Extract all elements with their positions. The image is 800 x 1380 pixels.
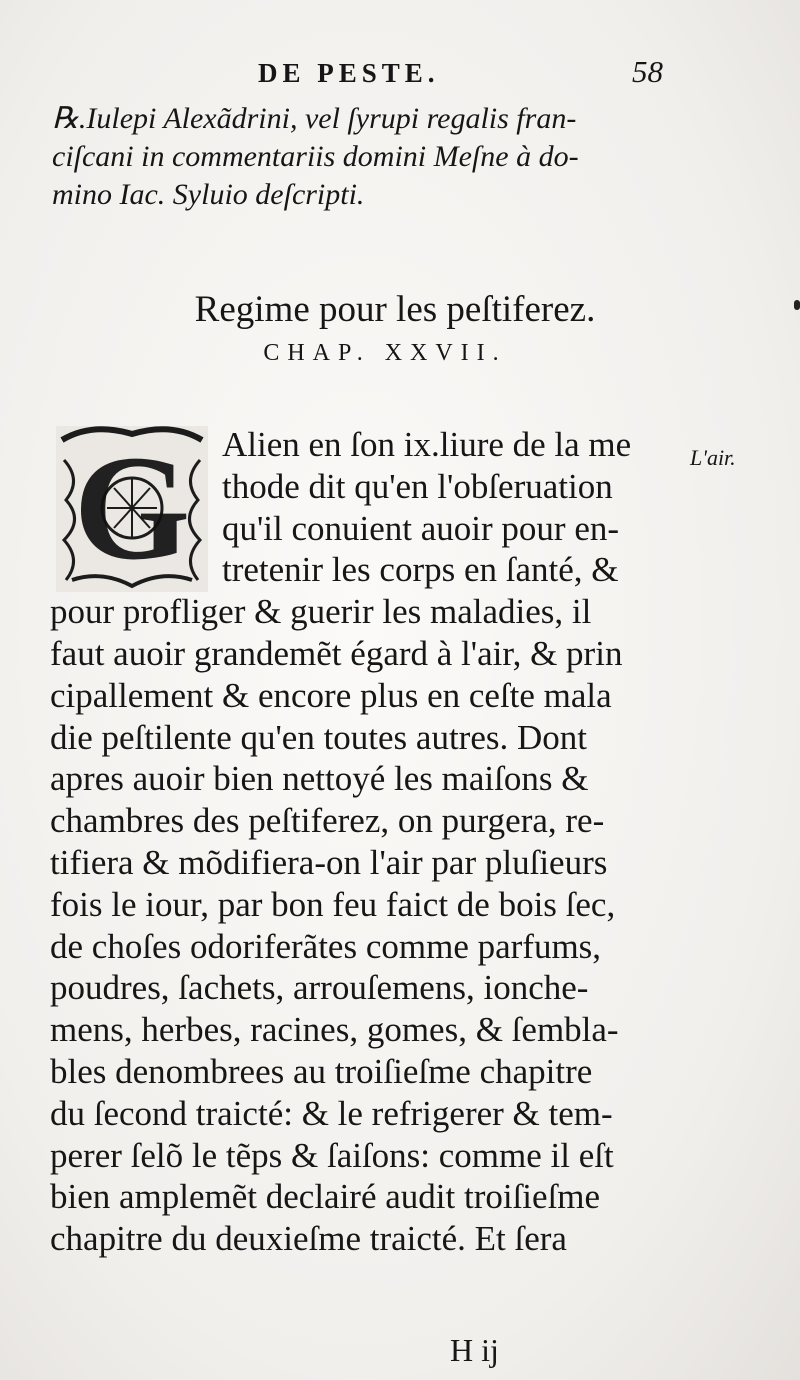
body-line: bles denombrees au troiſieſme chapitre bbox=[50, 1051, 593, 1091]
body-line: de choſes odoriferãtes comme parfums, bbox=[50, 926, 602, 966]
body-line: cipallement & encore plus en ceſte mala bbox=[50, 675, 612, 715]
body-line: chapitre du deuxieſme traicté. Et ſera bbox=[50, 1219, 567, 1259]
page-header bbox=[0, 54, 800, 98]
svg-text:G: G bbox=[73, 425, 191, 591]
body-line: tifiera & mõdifiera-on l'air par pluſieurs bbox=[50, 842, 608, 882]
page-number: 58 bbox=[632, 54, 663, 89]
margin-note: L'air. bbox=[690, 445, 736, 470]
body-line: chambres des peſtiferez, on purgera, re- bbox=[50, 801, 605, 841]
body-line: die peſtilente qu'en toutes autres. Dont bbox=[50, 717, 587, 757]
chapter-number: CHAP. XXVII. bbox=[263, 340, 507, 366]
body-line: mens, herbes, racines, gomes, & ſembla- bbox=[50, 1010, 619, 1050]
body-line: du ſecond traicté: & le refrigerer & tem- bbox=[50, 1093, 613, 1133]
recipe-line: ciſcani in commentariis domini Meſne à do- bbox=[52, 140, 579, 173]
body-line: fois le iour, par bon feu faict de bois ſec, bbox=[50, 884, 616, 924]
page-edge-mark bbox=[794, 300, 800, 310]
body-line: Alien en ſon ix.liure de la me bbox=[222, 425, 632, 464]
chapter-body bbox=[50, 424, 690, 1260]
body-line: poudres, ſachets, arrouſemens, ionche- bbox=[50, 968, 589, 1008]
chapter-title: Regime pour les peſtiferez. bbox=[194, 289, 596, 330]
running-title: DE PESTE. bbox=[258, 58, 440, 88]
body-line: pour profliger & guerir les maladies, il bbox=[50, 592, 592, 632]
body-line: faut auoir grandemẽt égard à l'air, & prin bbox=[50, 633, 623, 673]
body-line: apres auoir bien nettoyé les maiſons & bbox=[50, 759, 589, 799]
recipe-line: mino Iac. Syluio deſcripti. bbox=[52, 178, 365, 211]
body-line: qu'il conuient auoir pour en- bbox=[222, 508, 620, 548]
recipe-paragraph bbox=[52, 100, 692, 214]
body-line: perer ſelõ le tẽps & ſaiſons: comme il eſt bbox=[50, 1135, 614, 1175]
signature-mark: H ij bbox=[450, 1332, 499, 1368]
body-line: tretenir les corps en ſanté, & bbox=[222, 550, 619, 590]
body-line: thode dit qu'en l'obſeruation bbox=[222, 466, 613, 506]
body-line: bien amplemẽt declairé audit troiſieſme bbox=[50, 1177, 601, 1217]
recipe-line: ℞.Iulepi Alexãdrini, vel ſyrupi regalis fran- bbox=[52, 102, 577, 135]
